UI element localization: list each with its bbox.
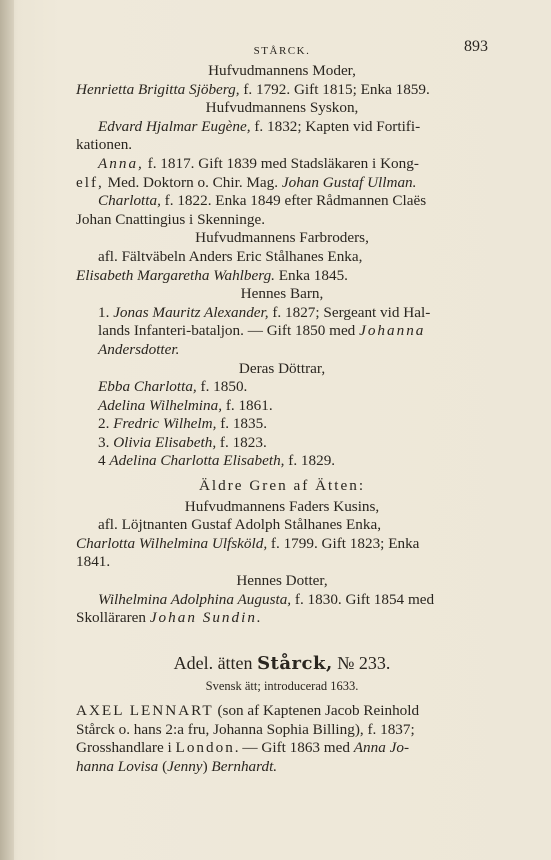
entry-adelina-c: 4 Adelina Charlotta Elisabeth, f. 1829. — [98, 452, 336, 470]
entry-wilhelmina-cont: Skolläraren Johan Sundin. — [76, 609, 263, 627]
entry-axel-cont2: Grosshandlare i London. — Gift 1863 med Anna Jo- — [76, 739, 410, 757]
entry-jonas-cont2: Andersdotter. — [98, 340, 180, 358]
entry-axel-cont1: Stårck o. hans 2:a fru, Johanna Sophia Billing), f. 1837; — [76, 720, 415, 738]
entry-wilhelmina: Wilhelmina Adolphina Augusta, f. 1830. Gift 1854 med — [98, 590, 435, 608]
entry-edvard: Edvard Hjalmar Eugène, f. 1832; Kapten vid Fortifi- — [98, 117, 421, 135]
entry-elisabeth: Elisabeth Margaretha Wahlberg. Enka 1845. — [76, 266, 348, 284]
heading-hennes-barn: Hennes Barn, — [240, 285, 324, 303]
entry-charlotta-cont: Johan Cnattingius i Skenninge. — [76, 210, 265, 228]
entry-jonas-cont: lands Infanteri-bataljon. — Gift 1850 med Johanna — [98, 322, 426, 340]
page-gutter — [0, 0, 14, 860]
entry-anna: Anna, f. 1817. Gift 1839 med Stadsläkaren i Kong- — [98, 154, 419, 172]
entry-olivia: 3. Olivia Elisabeth, f. 1823. — [98, 433, 267, 451]
entry-adelina-w: Adelina Wilhelmina, f. 1861. — [98, 396, 273, 414]
heading-hennes-dotter: Hennes Dotter, — [236, 572, 328, 590]
entry-charlotta-w-cont: 1841. — [76, 553, 111, 571]
page-content — [76, 38, 488, 776]
heading-moder: Hufvudmannens Moder, — [208, 62, 356, 79]
entry-anna-cont: elf, Med. Doktorn o. Chir. Mag. Johan Gustaf Ullman. — [76, 173, 417, 191]
entry-axel: AXEL LENNART (son af Kaptenen Jacob Reinhold — [76, 702, 420, 719]
family-heading: Adel. ätten Stårck, № 233. — [173, 652, 391, 674]
heading-deras-dottrar: Deras Döttrar, — [238, 359, 326, 377]
heading-faders-kusins: Hufvudmannens Faders Kusins, — [184, 497, 380, 515]
entry-charlotta: Charlotta, f. 1822. Enka 1849 efter Rådmannen Claës — [98, 192, 427, 210]
running-title: STÅRCK. — [253, 45, 311, 57]
entry-charlotta-w: Charlotta Wilhelmina Ulfsköld, f. 1799. Gift 1823; Enka — [76, 534, 420, 552]
page-number: 893 — [464, 38, 488, 55]
heading-syskon: Hufvudmannens Syskon, — [205, 99, 359, 117]
entry-gustaf-enka: afl. Löjtnanten Gustaf Adolph Stålhanes Enka, — [98, 516, 382, 534]
entry-axel-cont3: hanna Lovisa (Jenny) Bernhardt. — [76, 757, 278, 775]
entry-ebba: Ebba Charlotta, f. 1850. — [98, 378, 248, 396]
entry-henrietta: Henrietta Brigitta Sjöberg, f. 1792. Gift 1815; Enka 1859. — [76, 80, 430, 98]
entry-edvard-cont: kationen. — [76, 136, 133, 154]
entry-jonas: 1. Jonas Mauritz Alexander, f. 1827; Sergeant vid Hal- — [98, 303, 431, 321]
heading-farbroders: Hufvudmannens Farbroders, — [195, 229, 369, 247]
heading-aldre-gren: Äldre Gren af Ätten: — [198, 477, 366, 495]
entry-fredric: 2. Fredric Wilhelm, f. 1835. — [98, 415, 268, 433]
entry-stalhane-enka: afl. Fältväbeln Anders Eric Stålhanes Enka, — [98, 247, 363, 265]
family-subheading: Svensk ätt; introducerad 1633. — [205, 679, 359, 694]
running-header — [76, 38, 488, 62]
